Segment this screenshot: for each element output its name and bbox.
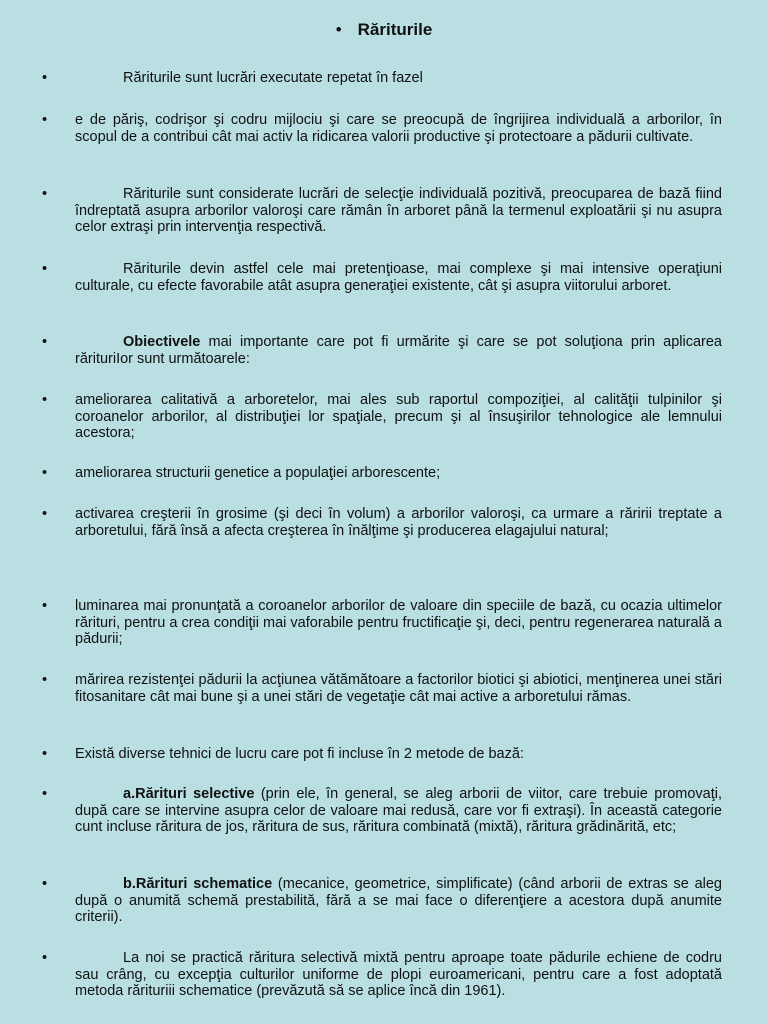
paragraph-text: e de păriş, codrişor şi codru mijlociu şi care se preocupă de îngrijirea individuală a arborilor, în scopul de a contribui cât mai activ la ridicarea valorii productive şi protectoare a pădurii cultivate. <box>75 112 722 145</box>
bullet: • <box>42 392 48 408</box>
selective-bold: a.Rărituri selective <box>123 786 255 802</box>
schematic-rest: (mecanice, geometrice, simplificate) (când arborii de extras se aleg după o anumită schemă prestabilită, fără a se mai face o diferenţiere a acestora după anumite criterii). <box>75 876 722 925</box>
selective-rest: (prin ele, în general, se aleg arborii de viitor, care trebuie promovaţi, după care se intervine asupra celor de valoare mai redusă, care vor fi extraşi). În această categorie cunt incluse răritura de jos, răritura de sus, răritura combinată (mixtă), răritura grădinărită, etc; <box>75 786 722 835</box>
title-row <box>0 20 768 40</box>
objectives-bold: Obiectivele <box>123 334 201 350</box>
paragraph-text <box>75 334 722 367</box>
bullet: • <box>42 465 48 481</box>
paragraph-text: Răriturile devin astfel cele mai pretenţioase, mai complexe şi mai intensive operaţiuni culturale, cu efecte favorabile atât asupra generaţiei existente, cât şi asupra viitorului arboret. <box>75 261 722 294</box>
bullet: • <box>42 950 48 966</box>
paragraph-text <box>75 876 722 926</box>
bullet: • <box>42 261 48 277</box>
bullet: • <box>42 186 48 202</box>
bullet: • <box>42 70 48 86</box>
paragraph-text: mărirea rezistenţei pădurii la acţiunea vătămătoare a factorilor biotici şi abiotici, menţinerea unei stări fitosanitare cât mai bune şi a unei stări de vegetaţie cât mai active a arboretului rămas. <box>75 672 722 705</box>
schematic-bold: b.Rărituri schematice <box>123 876 273 892</box>
bullet: • <box>42 786 48 802</box>
bullet: • <box>42 112 48 128</box>
bullet: • <box>42 598 48 614</box>
paragraph-text: Răriturile sunt considerate lucrări de selecţie individuală pozitivă, preocuparea de bază fiind îndreptată asupra arborilor valoroşi care rămân în arboret până la termenul exploatării şi nu asupra celor extraşi prin intervenţia respectivă. <box>75 186 722 235</box>
paragraph-text: activarea creşterii în grosime (şi deci în volum) a arborilor valoroşi, ca urmare a răririi treptate a arboretului, fără însă a afecta creşterea în înălţime şi producerea elagajului natural; <box>75 506 722 539</box>
paragraph-text: Există diverse tehnici de lucru care pot fi incluse în 2 metode de bază: <box>75 746 524 762</box>
bullet: • <box>42 876 48 892</box>
paragraph-text: luminarea mai pronunţată a coroanelor arborilor de valoare din speciile de bază, cu ocazia ultimelor rărituri, pentru a crea condiţii mai vaforabile pentru fructificaţie şi, deci, pentru regenerarea naturală a pădurii; <box>75 598 722 647</box>
paragraph-text: Răriturile sunt lucrări executate repetat în fazel <box>123 70 423 86</box>
slide-title: Răriturile <box>357 20 433 39</box>
paragraph-text: ameliorarea calitativă a arboretelor, mai ales sub raportul compoziţiei, al calităţii tulpinilor şi coroanelor arborilor, al distribuţiei lor spaţiale, precum şi al însuşirilor tehnologice ale lemnului acestora; <box>75 392 722 441</box>
paragraph-text <box>75 786 722 836</box>
bullet: • <box>42 334 48 350</box>
bullet: • <box>42 672 48 688</box>
title-bullet: • <box>335 20 342 39</box>
paragraph-text: ameliorarea structurii genetice a populaţiei arborescente; <box>75 465 441 481</box>
bullet: • <box>42 506 48 522</box>
bullet: • <box>42 746 48 762</box>
paragraph-text: La noi se practică răritura selectivă mixtă pentru aproape toate pădurile echiene de codru sau crâng, cu excepţia culturilor uniforme de plopi euroamericani, pentru care a fost adoptată metoda rărituriii schematice (prevăzută să se aplice încă din 1961). <box>75 950 722 999</box>
objectives-rest: mai importante care pot fi urmărite şi care se pot soluţiona prin aplicarea rărituriIor sunt următoarele: <box>75 334 722 367</box>
